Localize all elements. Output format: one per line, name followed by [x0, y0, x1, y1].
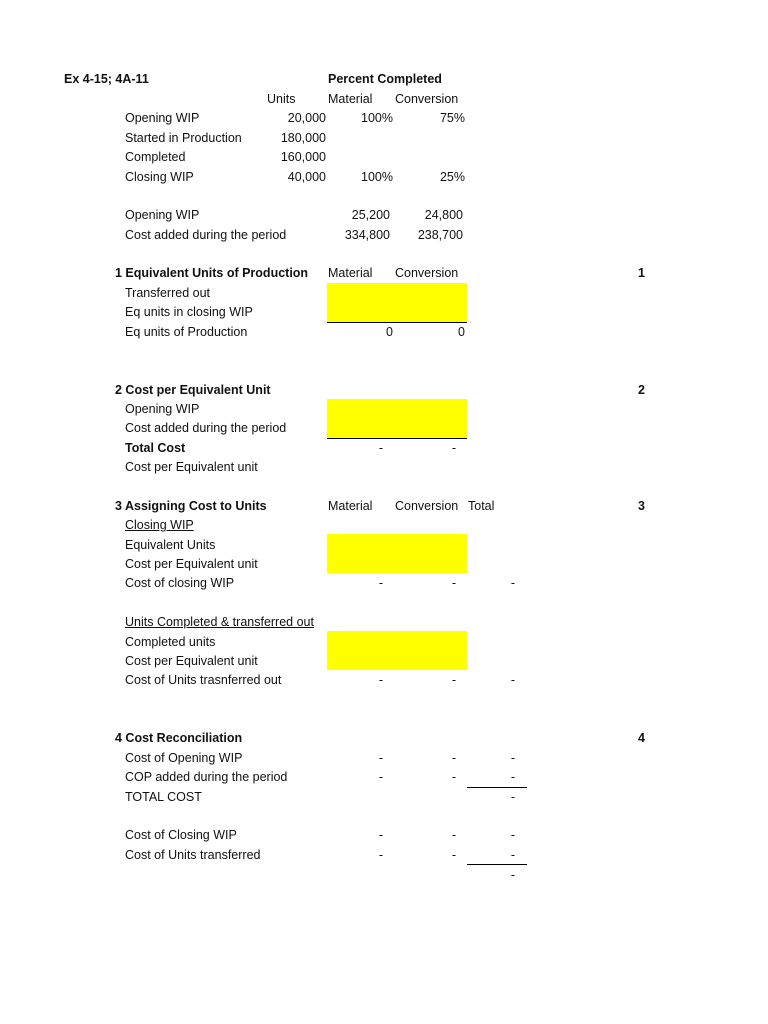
material-cost: 25,200	[351, 208, 390, 222]
percent-completed-header: Percent Completed	[328, 72, 442, 86]
units-value: 160,000	[280, 150, 326, 164]
section-title: 3 Assigning Cost to Units	[115, 499, 267, 513]
section-title: 1 Equivalent Units of Production	[115, 266, 309, 280]
row-label: Completed units	[125, 635, 216, 649]
input-highlight[interactable]	[327, 283, 467, 322]
material-pct: 100%	[361, 111, 393, 125]
total-value: -	[510, 576, 515, 590]
row-label: Started in Production	[125, 131, 242, 145]
row-label: Eq units in closing WIP	[125, 305, 253, 319]
total-value: -	[510, 790, 515, 804]
conversion-pct: 25%	[439, 170, 465, 184]
total-value: -	[510, 673, 515, 687]
conversion-value: -	[451, 576, 456, 590]
conversion-header: Conversion	[395, 92, 459, 106]
material-cost: 334,800	[344, 228, 390, 242]
row-label: Cost of Closing WIP	[125, 828, 237, 842]
row-label: TOTAL COST	[125, 790, 202, 804]
conversion-header: Conversion	[395, 266, 459, 280]
subheading: Closing WIP	[125, 518, 194, 532]
section-title: 4 Cost Reconciliation	[115, 731, 243, 745]
material-value: -	[378, 770, 383, 784]
material-header: Material	[328, 499, 373, 513]
row-label: Eq units of Production	[125, 325, 248, 339]
input-highlight[interactable]	[327, 399, 467, 438]
units-value: 180,000	[280, 131, 326, 145]
units-value: 40,000	[287, 170, 326, 184]
conversion-total: 0	[458, 325, 465, 339]
units-value: 20,000	[287, 111, 326, 125]
material-header: Material	[328, 92, 373, 106]
input-highlight[interactable]	[327, 631, 467, 670]
conversion-value: -	[451, 848, 456, 862]
conversion-value: -	[451, 770, 456, 784]
subheading: Units Completed & transferred out	[125, 615, 314, 629]
row-label: Opening WIP	[125, 208, 200, 222]
total-header: Total	[468, 499, 495, 513]
row-label: Total Cost	[125, 441, 186, 455]
sheet-title: Ex 4-15; 4A-11	[64, 72, 149, 86]
total-value: -	[510, 848, 515, 862]
conversion-header: Conversion	[395, 499, 459, 513]
material-value: -	[378, 848, 383, 862]
material-header: Material	[328, 266, 373, 280]
row-label: Completed	[125, 150, 186, 164]
conversion-cost: 24,800	[424, 208, 463, 222]
section-number: 3	[638, 499, 645, 513]
row-label: Equivalent Units	[125, 538, 216, 552]
row-label: Cost added during the period	[125, 228, 287, 242]
material-total: -	[378, 441, 383, 455]
section-title: 2 Cost per Equivalent Unit	[115, 383, 271, 397]
row-label: COP added during the period	[125, 770, 288, 784]
material-total: 0	[386, 325, 393, 339]
row-label: Opening WIP	[125, 402, 200, 416]
section-number: 2	[638, 383, 645, 397]
row-label: Cost of Units transferred	[125, 848, 261, 862]
row-label: Transferred out	[125, 286, 210, 300]
material-pct: 100%	[361, 170, 393, 184]
total-value: -	[510, 828, 515, 842]
section-number: 4	[638, 731, 645, 745]
row-label: Cost per Equivalent unit	[125, 460, 258, 474]
total-underline	[467, 787, 527, 788]
row-label: Cost of Units trasnferred out	[125, 673, 282, 687]
conversion-cost: 238,700	[417, 228, 463, 242]
total-value: -	[510, 751, 515, 765]
row-label: Cost added during the period	[125, 421, 287, 435]
input-highlight[interactable]	[327, 534, 467, 573]
total-underline	[327, 438, 467, 439]
row-label: Closing WIP	[125, 170, 194, 184]
conversion-value: -	[451, 751, 456, 765]
total-underline	[327, 322, 467, 323]
conversion-value: -	[451, 828, 456, 842]
material-value: -	[378, 673, 383, 687]
row-label: Opening WIP	[125, 111, 200, 125]
row-label: Cost of Opening WIP	[125, 751, 243, 765]
material-value: -	[378, 828, 383, 842]
row-label: Cost of closing WIP	[125, 576, 235, 590]
row-label: Cost per Equivalent unit	[125, 654, 258, 668]
conversion-total: -	[451, 441, 456, 455]
units-header: Units	[267, 92, 296, 106]
row-label: Cost per Equivalent unit	[125, 557, 258, 571]
total-value: -	[510, 868, 515, 882]
total-underline	[467, 864, 527, 865]
material-value: -	[378, 576, 383, 590]
conversion-value: -	[451, 673, 456, 687]
material-value: -	[378, 751, 383, 765]
total-value: -	[510, 770, 515, 784]
section-number: 1	[638, 266, 645, 280]
conversion-pct: 75%	[439, 111, 465, 125]
